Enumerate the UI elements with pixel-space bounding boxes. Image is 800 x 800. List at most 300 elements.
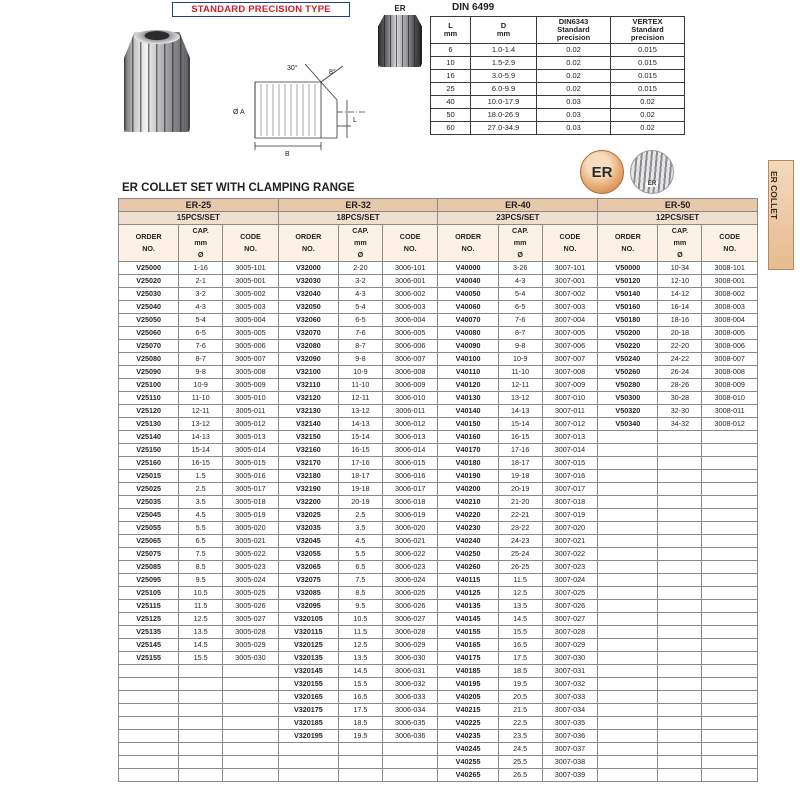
cell-order-no: V40140 <box>438 405 498 418</box>
cell-capacity: 15.5 <box>498 626 542 639</box>
cell-order-no: V32180 <box>278 470 338 483</box>
cell-order-no: V320195 <box>278 730 338 743</box>
table-row <box>119 418 758 431</box>
cell-code-no: 3007-015 <box>542 457 598 470</box>
cell-order-no: V40175 <box>438 652 498 665</box>
cell-capacity: 16.5 <box>498 639 542 652</box>
cell-code-no: 3007-003 <box>542 301 598 314</box>
cell-capacity <box>658 457 702 470</box>
cell-capacity <box>658 522 702 535</box>
cell-code-no <box>382 769 438 782</box>
cell-capacity: 16-15 <box>338 444 382 457</box>
cell-capacity: 9-8 <box>498 340 542 353</box>
collet-top-ring <box>134 30 180 44</box>
cell-code-no: 3005-016 <box>223 470 279 483</box>
cell-order-no <box>119 769 179 782</box>
table-row <box>119 288 758 301</box>
cell-code-no <box>702 522 758 535</box>
cell-order-no: V32200 <box>278 496 338 509</box>
table-row <box>119 457 758 470</box>
cell-order-no: V50180 <box>598 314 658 327</box>
cell-capacity: 19-18 <box>338 483 382 496</box>
cell-order-no: V25050 <box>119 314 179 327</box>
cell-code-no: 3006-001 <box>382 275 438 288</box>
cell-capacity: 13.5 <box>179 626 223 639</box>
standard-precision-type-banner: STANDARD PRECISION TYPE <box>172 2 350 17</box>
din-table-cell: 0.015 <box>611 56 685 69</box>
cell-code-no: 3006-004 <box>382 314 438 327</box>
cell-code-no <box>223 756 279 769</box>
cell-code-no: 3006-023 <box>382 561 438 574</box>
din-col-vertex: VERTEX Standard precision <box>611 17 685 44</box>
din-6499-table <box>430 16 685 135</box>
cell-capacity: 16-15 <box>179 457 223 470</box>
cell-order-no: V32030 <box>278 275 338 288</box>
cell-order-no: V50240 <box>598 353 658 366</box>
cell-order-no <box>598 470 658 483</box>
cell-order-no: V25115 <box>119 600 179 613</box>
cell-order-no: V32120 <box>278 392 338 405</box>
cell-code-no: 3007-021 <box>542 535 598 548</box>
cell-order-no: V25140 <box>119 431 179 444</box>
cell-code-no: 3006-027 <box>382 613 438 626</box>
cell-capacity: 18-17 <box>338 470 382 483</box>
cell-code-no: 3008-101 <box>702 262 758 275</box>
cell-code-no: 3005-005 <box>223 327 279 340</box>
cell-order-no: V50340 <box>598 418 658 431</box>
cell-code-no: 3007-022 <box>542 548 598 561</box>
cell-code-no <box>223 691 279 704</box>
cell-capacity: 5.5 <box>179 522 223 535</box>
header-cap-mm-er-40: CAP. mm Ø <box>498 225 542 262</box>
cell-code-no <box>702 639 758 652</box>
table-row <box>119 431 758 444</box>
cell-code-no: 3005-010 <box>223 392 279 405</box>
cell-code-no: 3005-019 <box>223 509 279 522</box>
cell-capacity: 9.5 <box>179 574 223 587</box>
cell-code-no: 3005-003 <box>223 301 279 314</box>
din-table-cell: 0.03 <box>537 95 611 108</box>
cell-capacity <box>658 691 702 704</box>
cell-order-no: V32160 <box>278 444 338 457</box>
din-table-cell: 50 <box>431 108 471 121</box>
cell-code-no: 3005-026 <box>223 600 279 613</box>
cell-capacity <box>658 652 702 665</box>
cell-code-no: 3006-003 <box>382 301 438 314</box>
din-table-cell: 18.0-26.9 <box>471 108 537 121</box>
cell-order-no: V25130 <box>119 418 179 431</box>
table-row <box>119 379 758 392</box>
cell-capacity: 34-32 <box>658 418 702 431</box>
table-row <box>119 444 758 457</box>
cell-capacity: 5-4 <box>498 288 542 301</box>
cell-code-no: 3008-001 <box>702 275 758 288</box>
cell-capacity <box>338 769 382 782</box>
cell-code-no: 3007-036 <box>542 730 598 743</box>
din-table-cell: 6.0-9.9 <box>471 82 537 95</box>
cell-order-no <box>598 496 658 509</box>
cell-capacity: 4.5 <box>338 535 382 548</box>
cell-code-no <box>223 743 279 756</box>
cell-code-no <box>702 509 758 522</box>
cell-capacity: 13-12 <box>179 418 223 431</box>
din-table-cell: 0.03 <box>537 108 611 121</box>
cell-capacity: 19.5 <box>498 678 542 691</box>
din-table-cell: 3.0-5.9 <box>471 69 537 82</box>
din-table-cell: 16 <box>431 69 471 82</box>
collet-product-photo <box>110 18 204 136</box>
cell-code-no: 3005-027 <box>223 613 279 626</box>
cell-capacity: 2.5 <box>179 483 223 496</box>
cell-code-no <box>702 743 758 756</box>
cell-code-no: 3008-006 <box>702 340 758 353</box>
cell-order-no: V40185 <box>438 665 498 678</box>
cell-order-no: V50200 <box>598 327 658 340</box>
cell-code-no <box>702 548 758 561</box>
cell-code-no: 3005-030 <box>223 652 279 665</box>
cell-order-no: V25055 <box>119 522 179 535</box>
cell-code-no: 3007-025 <box>542 587 598 600</box>
table-row <box>119 340 758 353</box>
cell-code-no: 3006-016 <box>382 470 438 483</box>
din-table-cell: 0.02 <box>537 43 611 56</box>
cell-capacity: 7-6 <box>179 340 223 353</box>
cell-order-no: V40110 <box>438 366 498 379</box>
cell-capacity: 10-34 <box>658 262 702 275</box>
cell-order-no <box>278 769 338 782</box>
cell-order-no: V25090 <box>119 366 179 379</box>
cell-order-no: V320105 <box>278 613 338 626</box>
din-table-row <box>431 43 685 56</box>
cell-order-no: V40245 <box>438 743 498 756</box>
cell-capacity: 2-1 <box>179 275 223 288</box>
cell-code-no: 3007-038 <box>542 756 598 769</box>
table-row <box>119 275 758 288</box>
din-table-row <box>431 82 685 95</box>
din-table-cell: 1.0-1.4 <box>471 43 537 56</box>
cell-order-no <box>598 561 658 574</box>
cell-order-no: V50300 <box>598 392 658 405</box>
cell-code-no: 3005-029 <box>223 639 279 652</box>
cell-code-no: 3007-035 <box>542 717 598 730</box>
cell-order-no: V40200 <box>438 483 498 496</box>
cell-code-no: 3006-014 <box>382 444 438 457</box>
cell-order-no: V50320 <box>598 405 658 418</box>
cell-code-no: 3005-020 <box>223 522 279 535</box>
header-cap-mm-er-50: CAP. mm Ø <box>658 225 702 262</box>
cell-code-no <box>223 769 279 782</box>
cell-capacity <box>658 769 702 782</box>
cell-capacity: 14-13 <box>338 418 382 431</box>
cell-order-no <box>598 743 658 756</box>
cell-code-no: 3005-004 <box>223 314 279 327</box>
cell-order-no: V40255 <box>438 756 498 769</box>
table-row <box>119 470 758 483</box>
cell-code-no <box>702 678 758 691</box>
cell-code-no: 3006-012 <box>382 418 438 431</box>
table-row <box>119 483 758 496</box>
table-row <box>119 314 758 327</box>
cell-order-no: V40235 <box>438 730 498 743</box>
cell-capacity: 14.5 <box>338 665 382 678</box>
cell-order-no: V25155 <box>119 652 179 665</box>
cell-order-no: V40250 <box>438 548 498 561</box>
cell-capacity: 9-8 <box>179 366 223 379</box>
drawing-dim-l-label: L <box>353 117 357 124</box>
cell-order-no: V50160 <box>598 301 658 314</box>
din-table-cell: 0.03 <box>537 121 611 134</box>
er-collet-photo <box>370 4 430 70</box>
cell-capacity <box>658 600 702 613</box>
group-header-er-32: ER-32 <box>278 199 438 212</box>
cell-order-no: V50120 <box>598 275 658 288</box>
cell-code-no <box>702 613 758 626</box>
cell-capacity <box>179 756 223 769</box>
cell-capacity: 2.5 <box>338 509 382 522</box>
din-table-cell: 0.02 <box>537 82 611 95</box>
cell-order-no: V32090 <box>278 353 338 366</box>
cell-order-no <box>598 691 658 704</box>
cell-code-no <box>223 717 279 730</box>
cell-code-no: 3007-016 <box>542 470 598 483</box>
cell-code-no: 3007-034 <box>542 704 598 717</box>
cell-order-no: V320155 <box>278 678 338 691</box>
cell-order-no: V32060 <box>278 314 338 327</box>
cell-capacity: 1-16 <box>179 262 223 275</box>
cell-order-no: V40265 <box>438 769 498 782</box>
cell-code-no: 3006-021 <box>382 535 438 548</box>
er-collet-icon <box>630 150 674 194</box>
cell-capacity: 2-20 <box>338 262 382 275</box>
cell-code-no: 3007-033 <box>542 691 598 704</box>
cell-capacity: 22-20 <box>658 340 702 353</box>
cell-code-no: 3006-010 <box>382 392 438 405</box>
cell-capacity <box>658 704 702 717</box>
cell-code-no: 3005-013 <box>223 431 279 444</box>
cell-code-no: 3005-007 <box>223 353 279 366</box>
cell-order-no: V50220 <box>598 340 658 353</box>
cell-order-no: V25120 <box>119 405 179 418</box>
cell-code-no <box>702 730 758 743</box>
cell-order-no: V40160 <box>438 431 498 444</box>
cell-capacity: 5-4 <box>338 301 382 314</box>
drawing-dim-b-label: B <box>285 151 290 158</box>
cell-order-no: V40100 <box>438 353 498 366</box>
collet-set-table-body <box>119 262 758 782</box>
cell-capacity <box>338 743 382 756</box>
din-table-cell: 40 <box>431 95 471 108</box>
table-row <box>119 652 758 665</box>
cell-code-no: 3006-015 <box>382 457 438 470</box>
cell-order-no: V25075 <box>119 548 179 561</box>
cell-code-no: 3007-014 <box>542 444 598 457</box>
pcs-per-set-er-40: 23PCS/SET <box>438 212 598 225</box>
cell-order-no: V32190 <box>278 483 338 496</box>
din-standard-title: DIN 6499 <box>452 2 495 13</box>
cell-code-no: 3007-013 <box>542 431 598 444</box>
cell-order-no: V40000 <box>438 262 498 275</box>
table-row <box>119 405 758 418</box>
cell-code-no: 3006-024 <box>382 574 438 587</box>
cell-code-no: 3007-004 <box>542 314 598 327</box>
cell-capacity: 10-9 <box>338 366 382 379</box>
cell-capacity: 5.5 <box>338 548 382 561</box>
cell-order-no: V25100 <box>119 379 179 392</box>
cell-code-no: 3007-012 <box>542 418 598 431</box>
cell-code-no <box>702 587 758 600</box>
cell-code-no <box>702 457 758 470</box>
pcs-per-set-er-32: 18PCS/SET <box>278 212 438 225</box>
cell-order-no: V40260 <box>438 561 498 574</box>
cell-code-no: 3006-032 <box>382 678 438 691</box>
cell-code-no: 3006-029 <box>382 639 438 652</box>
cell-code-no: 3005-015 <box>223 457 279 470</box>
er-collet-icon-label: ER <box>647 181 657 187</box>
cell-code-no: 3005-018 <box>223 496 279 509</box>
din-col-din6343: DIN6343 Standard precision <box>537 17 611 44</box>
cell-code-no: 3008-003 <box>702 301 758 314</box>
cell-capacity <box>658 444 702 457</box>
din-table-cell: 0.015 <box>611 69 685 82</box>
cell-code-no <box>702 691 758 704</box>
cell-order-no: V25110 <box>119 392 179 405</box>
cell-code-no <box>702 769 758 782</box>
cell-capacity <box>179 769 223 782</box>
drawing-angle-30-label: 30° <box>287 65 298 72</box>
cell-code-no: 3007-009 <box>542 379 598 392</box>
cell-capacity: 15.5 <box>338 678 382 691</box>
cell-order-no: V32040 <box>278 288 338 301</box>
cell-capacity: 30-28 <box>658 392 702 405</box>
cell-capacity: 14-12 <box>658 288 702 301</box>
cell-capacity <box>658 678 702 691</box>
cell-code-no: 3007-027 <box>542 613 598 626</box>
cell-capacity: 17.5 <box>498 652 542 665</box>
cell-code-no: 3008-004 <box>702 314 758 327</box>
cell-code-no: 3006-013 <box>382 431 438 444</box>
cell-capacity: 5-4 <box>179 314 223 327</box>
cell-capacity: 8-7 <box>498 327 542 340</box>
table-row <box>119 769 758 782</box>
cell-code-no: 3007-039 <box>542 769 598 782</box>
cell-order-no: V25070 <box>119 340 179 353</box>
cell-capacity: 4.5 <box>179 509 223 522</box>
cell-capacity: 12-11 <box>338 392 382 405</box>
cell-order-no: V40170 <box>438 444 498 457</box>
cell-capacity: 3.5 <box>338 522 382 535</box>
cell-order-no: V25145 <box>119 639 179 652</box>
cell-code-no: 3007-007 <box>542 353 598 366</box>
cell-code-no: 3006-031 <box>382 665 438 678</box>
cell-capacity: 12-11 <box>498 379 542 392</box>
cell-capacity: 18-17 <box>498 457 542 470</box>
cell-capacity: 6.5 <box>179 535 223 548</box>
cell-capacity <box>658 626 702 639</box>
cell-order-no: V40090 <box>438 340 498 353</box>
cell-capacity: 6.5 <box>338 561 382 574</box>
cell-code-no: 3007-031 <box>542 665 598 678</box>
cell-order-no: V320145 <box>278 665 338 678</box>
cell-capacity: 20-19 <box>338 496 382 509</box>
cell-capacity: 1.5 <box>179 470 223 483</box>
din-col-vertex-sub: Standard precision <box>630 24 665 42</box>
din-table-cell: 0.015 <box>611 82 685 95</box>
column-header-row <box>119 225 758 262</box>
din-table-cell: 0.015 <box>611 43 685 56</box>
din-table-row <box>431 95 685 108</box>
table-row <box>119 392 758 405</box>
cell-code-no: 3007-037 <box>542 743 598 756</box>
cell-code-no: 3006-022 <box>382 548 438 561</box>
cell-capacity: 14.5 <box>498 613 542 626</box>
cell-order-no: V25095 <box>119 574 179 587</box>
group-header-er-50: ER-50 <box>598 199 758 212</box>
cell-order-no: V40180 <box>438 457 498 470</box>
cell-order-no <box>119 756 179 769</box>
cell-capacity: 26-25 <box>498 561 542 574</box>
cell-code-no: 3007-029 <box>542 639 598 652</box>
header-order-no-er-25: ORDER NO. <box>119 225 179 262</box>
cell-order-no: V32055 <box>278 548 338 561</box>
cell-code-no <box>702 444 758 457</box>
table-row <box>119 522 758 535</box>
cell-capacity <box>658 756 702 769</box>
cell-order-no: V40150 <box>438 418 498 431</box>
din-table-cell: 60 <box>431 121 471 134</box>
cell-order-no <box>119 678 179 691</box>
cell-capacity: 21-20 <box>498 496 542 509</box>
din-table-row <box>431 69 685 82</box>
cell-capacity: 4-3 <box>179 301 223 314</box>
cell-order-no: V40155 <box>438 626 498 639</box>
cell-order-no: V32025 <box>278 509 338 522</box>
table-row <box>119 613 758 626</box>
cell-code-no: 3006-026 <box>382 600 438 613</box>
cell-order-no: V32045 <box>278 535 338 548</box>
group-header-er-40: ER-40 <box>438 199 598 212</box>
cell-order-no: V25085 <box>119 561 179 574</box>
cell-capacity <box>658 730 702 743</box>
cell-code-no: 3005-012 <box>223 418 279 431</box>
cell-order-no <box>598 535 658 548</box>
cell-code-no: 3006-008 <box>382 366 438 379</box>
cell-order-no: V25040 <box>119 301 179 314</box>
cell-code-no: 3008-005 <box>702 327 758 340</box>
cell-code-no: 3007-101 <box>542 262 598 275</box>
table-row <box>119 730 758 743</box>
cell-capacity: 3-26 <box>498 262 542 275</box>
cell-capacity: 15-14 <box>179 444 223 457</box>
cell-order-no: V50260 <box>598 366 658 379</box>
cell-code-no: 3008-011 <box>702 405 758 418</box>
table-row <box>119 496 758 509</box>
table-row <box>119 678 758 691</box>
cell-order-no <box>598 665 658 678</box>
cell-order-no <box>598 522 658 535</box>
drawing-angle-8-label: 8° <box>329 69 336 76</box>
collet-set-table-wrap <box>118 198 758 782</box>
header-order-no-er-32: ORDER NO. <box>278 225 338 262</box>
cell-order-no <box>598 626 658 639</box>
cell-code-no: 3008-009 <box>702 379 758 392</box>
cell-order-no <box>119 730 179 743</box>
table-row <box>119 704 758 717</box>
cell-code-no: 3006-028 <box>382 626 438 639</box>
cell-code-no: 3007-002 <box>542 288 598 301</box>
cell-order-no: V32000 <box>278 262 338 275</box>
cell-capacity: 19.5 <box>338 730 382 743</box>
group-header-row <box>119 199 758 212</box>
